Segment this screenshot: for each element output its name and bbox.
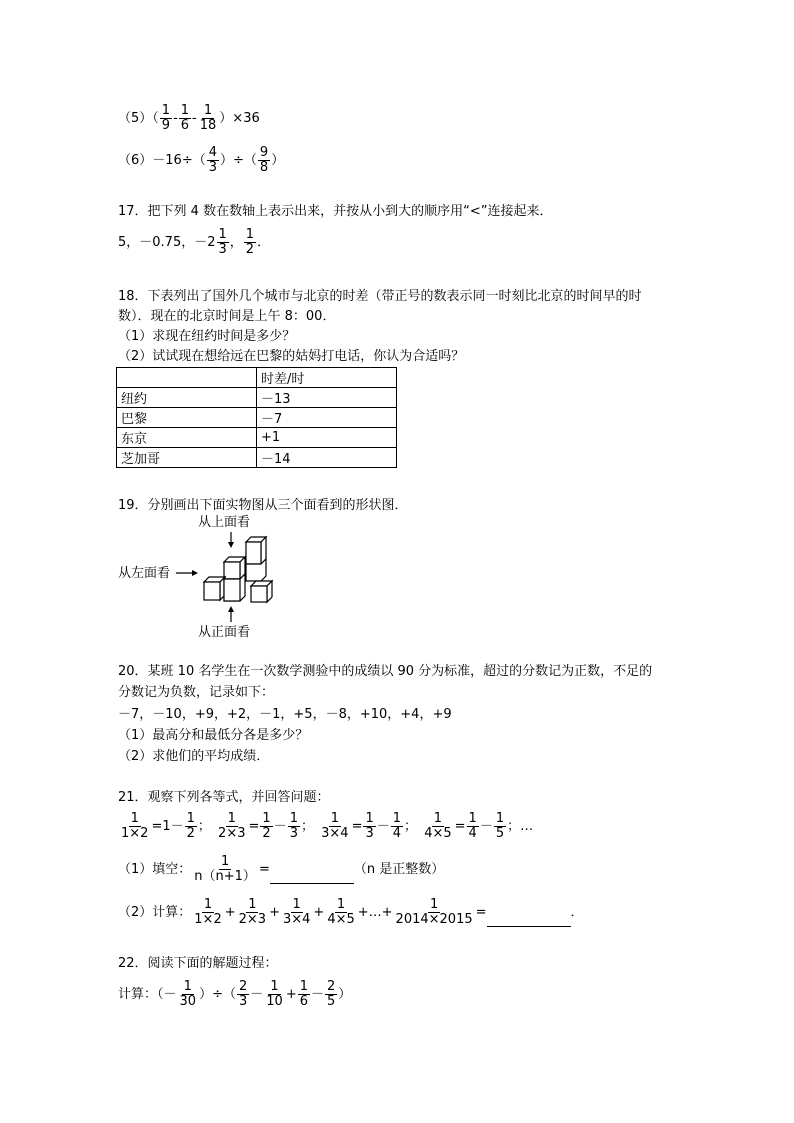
fraction: $\frac{1}{10}$: [266, 979, 283, 1009]
fraction: $\frac{2}{5}$: [327, 979, 336, 1009]
fraction: $\frac{1}{4}$: [468, 811, 477, 841]
fraction: $\frac{1}{18}$: [199, 103, 217, 133]
front-view-label: 从正面看: [198, 625, 251, 640]
fraction: $\frac{9}{8}$: [259, 145, 269, 175]
fraction: $\frac{1}{3\times 4}$: [282, 897, 311, 927]
q18-sub1: （1）求现在纽约时间是多少？: [118, 329, 296, 344]
q21-title: 21．观察下列各等式，并回答问题：: [118, 790, 330, 805]
fraction: $\frac{1}{1\times 2}$: [194, 897, 222, 927]
q20-sub2: （2）求他们的平均成绩．: [118, 749, 270, 764]
problem-5: （5）（ $\frac{1}{9}$ - $\frac{1}{6}$ - $\frac{1}{18}$ ）×36: [118, 103, 260, 133]
left-arrow-head-icon: [192, 570, 198, 576]
q18-sub2: （2）试试现在想给远在巴黎的姑妈打电话，你认为合适吗？: [118, 349, 465, 364]
fraction: $\frac{1}{4\times 5}$: [327, 897, 355, 927]
fraction: $\frac{1}{n(n+1)}$: [194, 854, 256, 884]
fraction: $\frac{1}{2}$: [262, 811, 271, 841]
fraction: $\frac{1}{6}$: [299, 979, 308, 1009]
fraction: $\frac{1}{6}$: [180, 103, 190, 133]
table-row: 纽约 －13: [117, 388, 397, 408]
fraction: $\frac{2}{3}$: [238, 979, 248, 1009]
top-arrow-head-icon: [228, 542, 234, 548]
fraction: $\frac{1}{30}$: [179, 979, 197, 1009]
fraction: $\frac{1}{2\times 3}$: [218, 811, 246, 841]
problem-6: （6）－16÷（ $\frac{4}{3}$ ）÷（ $\frac{9}{8}$ ）: [118, 145, 285, 175]
q22-expression: 计算：（－ $\frac{1}{30}$ ）÷（ $\frac{2}{3}$ － $\frac{1}{10}$ + $\frac{1}{6}$ － $\frac{2}{5}$ ）: [118, 979, 352, 1009]
fraction: $\frac{1}{3}$: [289, 811, 298, 841]
table-header-row: 时差/时: [117, 368, 397, 388]
problem-5-label: （5）（: [118, 111, 159, 126]
left-view-label: 从左面看: [118, 566, 171, 581]
fraction: $\frac{1}{1\times 2}$: [121, 811, 149, 841]
cubes: [204, 537, 272, 602]
q18-line2: 数）．现在的北京时间是上午 8：00．: [118, 309, 336, 324]
timezone-table: [116, 367, 397, 468]
q21-calc: （2）计算： $\frac{1}{1\times 2}$ + $\frac{1}{2\times 3}$ + $\frac{1}{3\times 4}$ + $\frac{1}{4\times 5}$ +…+ $\frac{1}{2014\times 2015}$ = ．: [118, 897, 584, 927]
q17-title: 17．把下列 4 数在数轴上表示出来，并按从小到大的顺序用“<”连接起来．: [118, 204, 553, 219]
table-row: 巴黎 －7: [117, 408, 397, 428]
calc-blank[interactable]: [487, 926, 571, 927]
table-row: 芝加哥 －14: [117, 448, 397, 468]
fraction: $\frac{4}{3}$: [208, 145, 217, 175]
fraction: $\frac{1}{3}$: [365, 811, 374, 841]
q20-sub1: （1）最高分和最低分各是多少？: [118, 728, 309, 743]
q20-line3: －7，－10，+9，+2，－1，+5，－8，+10，+4，+9: [118, 707, 452, 722]
fraction: $\frac{1}{5}$: [495, 811, 505, 841]
cube-figure: [118, 514, 298, 644]
front-arrow-head-icon: [228, 606, 234, 612]
top-view-label: 从上面看: [198, 515, 251, 530]
fraction: $\frac{1}{4}$: [392, 811, 402, 841]
table-row: 东京 +1: [117, 428, 397, 448]
fraction: $\frac{1}{2014\times 2015}$: [395, 897, 473, 927]
fraction: $\frac{1}{2}$: [186, 811, 195, 841]
q19-title: 19．分别画出下面实物图从三个面看到的形状图．: [118, 498, 408, 513]
q18-line1: 18．下表列出了国外几个城市与北京的时差（带正号的数表示同一时刻比北京的时间早的时: [118, 289, 642, 304]
fraction: $\frac{1}{3}$: [218, 227, 227, 257]
fraction: $\frac{1}{4\times 5}$: [424, 811, 452, 841]
fraction: $\frac{1}{2}$: [245, 227, 255, 257]
q22-title: 22．阅读下面的解题过程：: [118, 956, 278, 971]
q21-fill: （1）填空： $\frac{1}{n(n+1)}$ = （n 是正整数）: [118, 854, 445, 884]
q21-equations: $\frac{1}{1\times 2}$ =1－ $\frac{1}{2}$ ； $\frac{1}{2\times 3}$ = $\frac{1}{2}$ － $\frac{1}{3}$ ； $\frac{1}{3\times 4}$ = $\frac{1}{3}$ － $\frac{1}{4}$ ； $\frac{1}{4\times 5}$ = $\frac{1}{4}$ － $\frac{1}{5}$ ；…: [121, 811, 534, 841]
fraction: $\frac{1}{3\times 4}$: [321, 811, 349, 841]
q17-numbers: 5，－0.75，－2 $\frac{1}{3}$ ， $\frac{1}{2}$ ．: [118, 227, 271, 257]
fraction: $\frac{1}{9}$: [161, 103, 171, 133]
fill-blank[interactable]: [270, 883, 354, 884]
q20-line2: 分数记为负数，记录如下：: [118, 685, 275, 700]
fraction: $\frac{1}{2\times 3}$: [238, 897, 267, 927]
q20-line1: 20．某班 10 名学生在一次数学测验中的成绩以 90 分为标准，超过的分数记为正数，不足的: [118, 664, 653, 679]
